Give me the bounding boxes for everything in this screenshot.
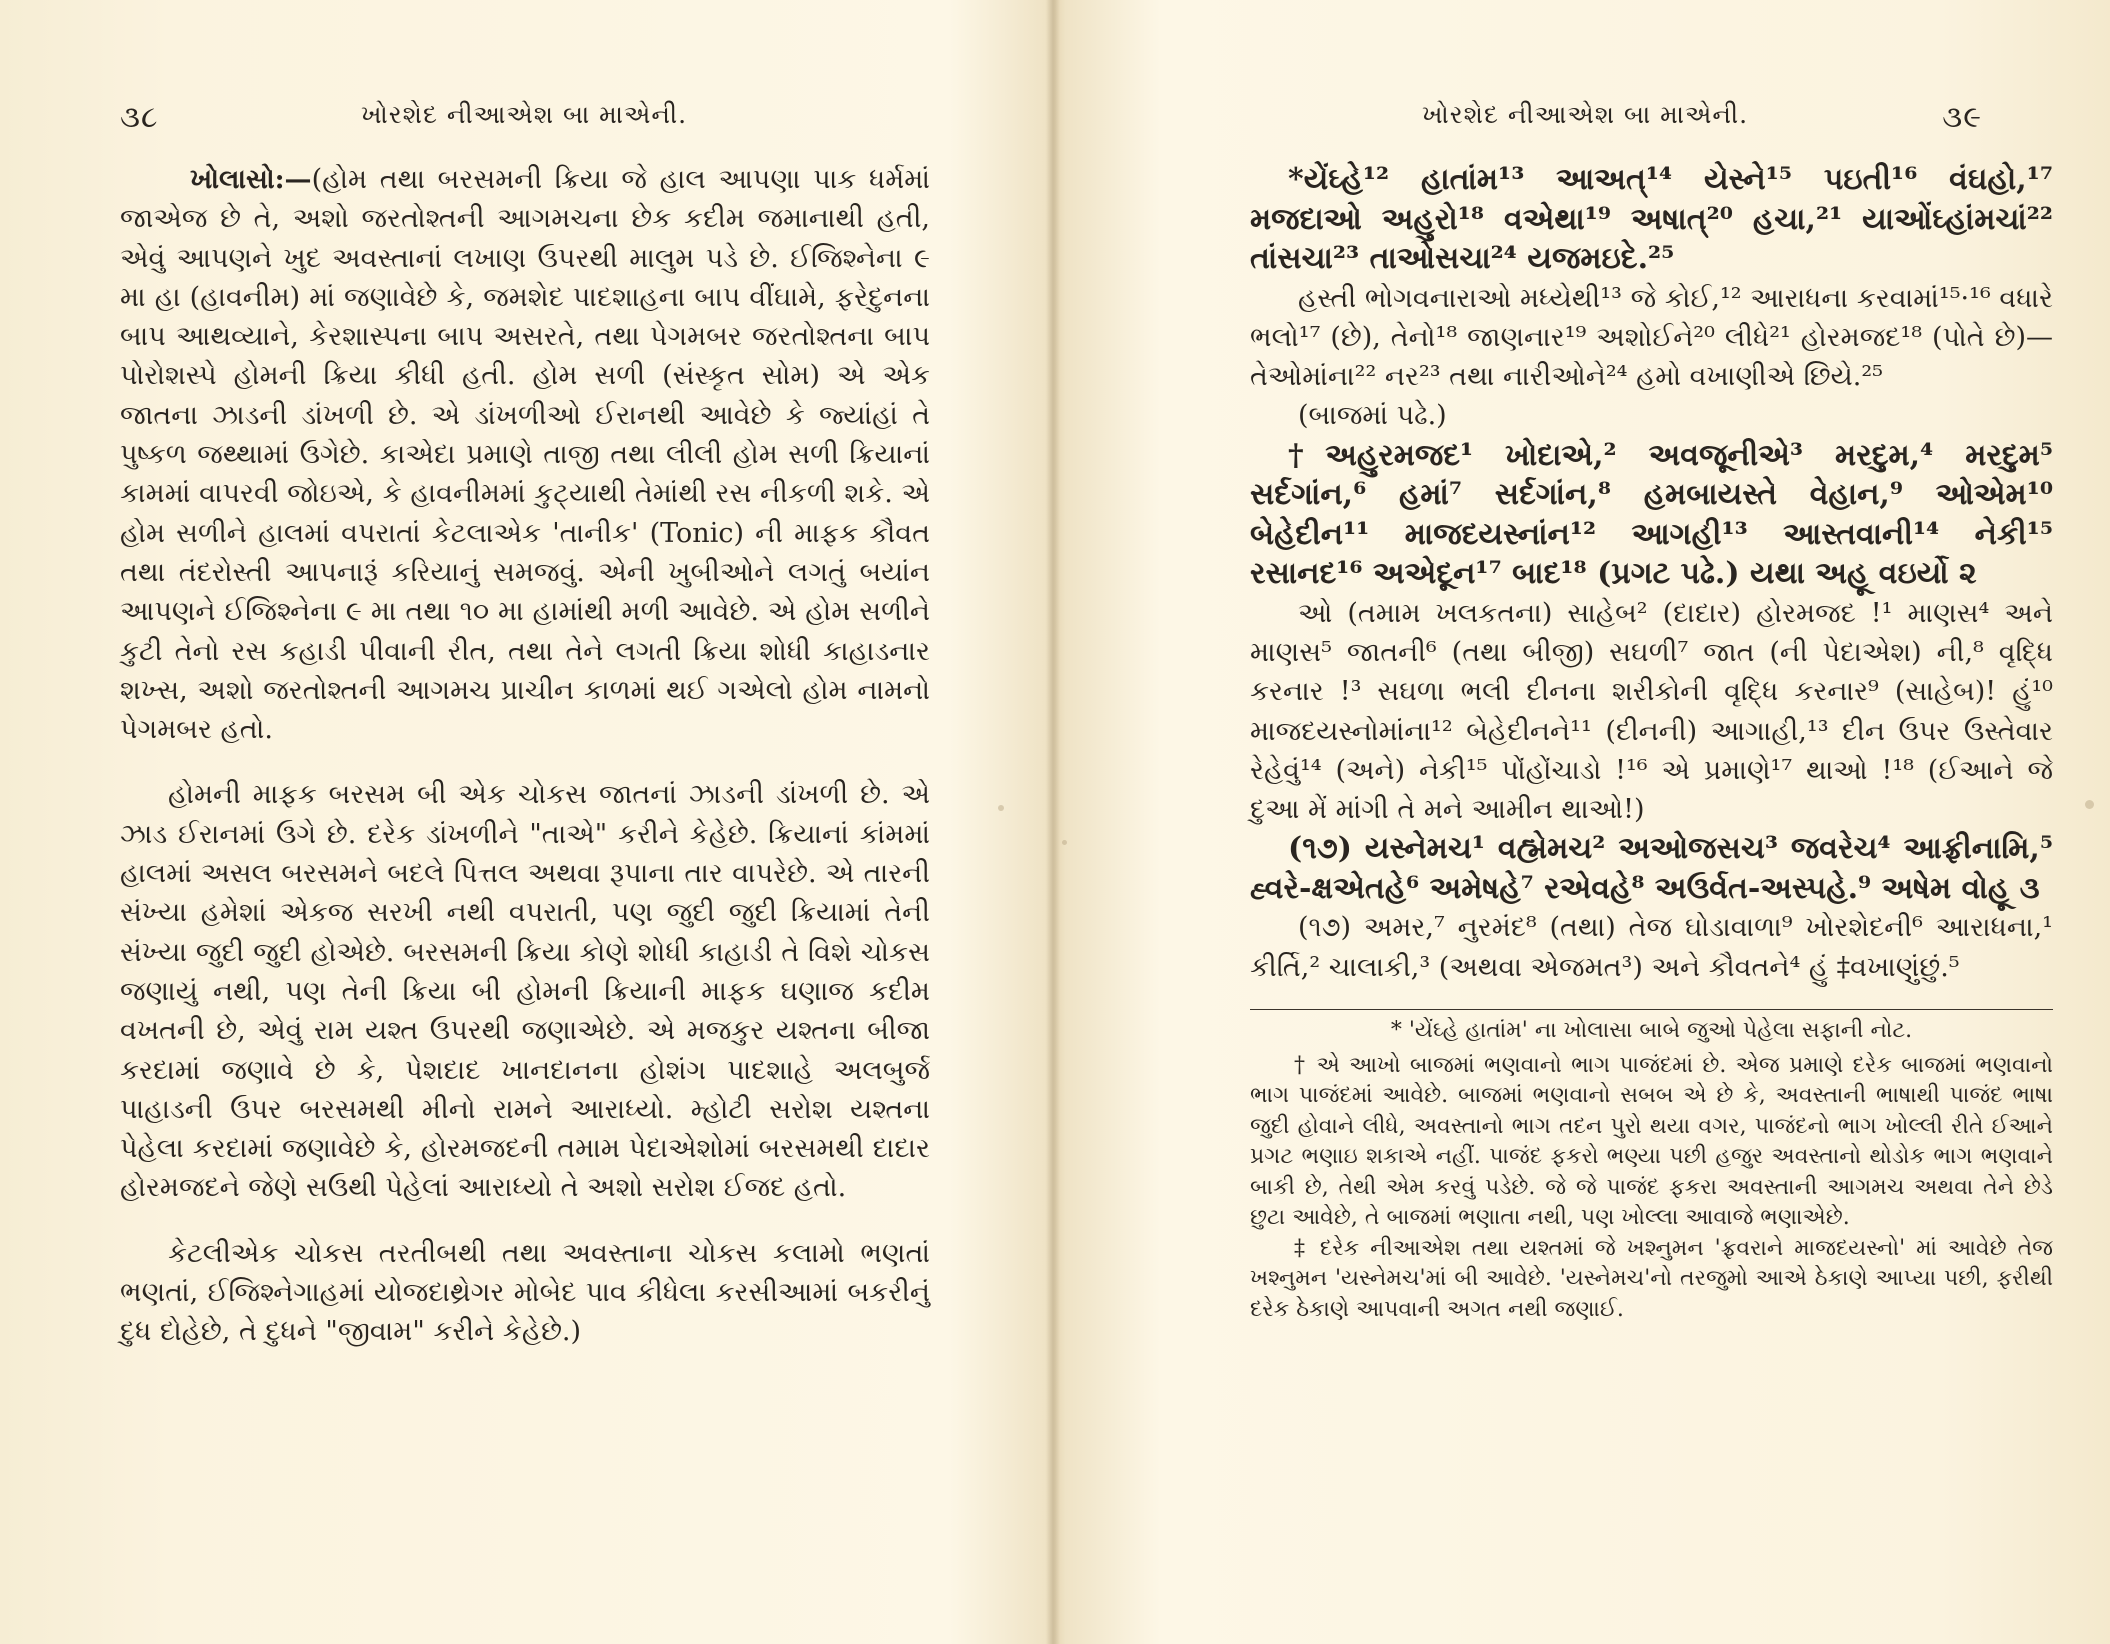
paragraph-text: હોમની માફક બરસમ બી એક ચોકસ જાતનાં ઝાડની ડાંખળી છે. એ ઝાડ ઈરાનમાં ઉગે છે. દરેક ડાંખળીને "તાએ" કરીને કેહેછે. ક્રિયાનાં કાંમમાં હાલમાં અસલ બરસમને બદલે પિત્તલ અથવા રૂપાના તાર વાપરેછે. એ તારની સંખ્યા હમેશાં એકજ સરખી નથી વપરાતી, પણ જુદી જુદી ક્રિયામાં તેની સંખ્યા જુદી જુદી હોએછે. બરસમની ક્રિયા કોણે શોધી કાહાડી તે વિશે ચોકસ જણાયું નથી, પણ તેની ક્રિયા બી હોમની ક્રિયાની માફક ઘણાજ કદીમ વખતની છે, એવું રામ યશ્ત ઉપરથી જણાએછે. એ મજકુર યશ્તના બીજા કરદામાં જણાવે છે કે, પેશદાદ ખાનદાનના હોશંગ પાદશાહે અલબુર્જ પાહાડની ઉપર બરસમથી મીનો રામને આરાધ્યો. મ્હોટી સરોશ યશ્તના પેહેલા કરદામાં જણાવેછે કે, હોરમજદની તમામ પેદાએશોમાં બરસમથી દાદાર હોરમજદને જેણે સઉથી પેહેલાં આરાધ્યો તે અશો સરોશ ઈજદ હતો.: [120, 779, 930, 1204]
pazend-verse-2: †અહુરમજદ¹ ખોદાએ,² અવજૂનીએ³ મરદુમ,⁴ મરદુમ⁵ સર્દગાંન,⁶ હમાં⁷ સર્દગાંન,⁸ હમબાયસ્તે વેહાન,⁹ ઓએમ¹⁰ બેહેદીન¹¹ માજદયસ્નાંન¹² આગહી¹³ આસ્તવાની¹⁴ નેકી¹⁵ રસાનદ¹⁶ અએદૂન¹⁷ બાદ¹⁸ (પ્રગટ પઢે.) યથા અહૂ વઇર્યો ૨: [1250, 437, 2053, 592]
paper-speck: [1062, 840, 1067, 845]
left-page: [0, 0, 1048, 1644]
avesta-verse-1: *યેંઘ્હે¹² હાતાંમ¹³ આઅત્¹⁴ યેસ્ને¹⁵ પઇતી¹⁶ વંઘહો,¹⁷ મજદાઓ અહુરો¹⁸ વએથા¹⁹ અષાત્²⁰ હચા,²¹ યાઓંઘ્હાંમચાં²² તાંસચા²³ તાઓસચા²⁴ યજમઇદે.²⁵: [1250, 162, 2053, 276]
right-page-number: ૩૯: [1942, 100, 1982, 135]
translation-1: હસ્તી ભોગવનારાઓ મધ્યેથી¹³ જે કોઈ,¹² આરાધના કરવામાં¹⁵·¹⁶ વધારે ભલો¹⁷ (છે), તેનો¹⁸ જાણનાર¹⁹ અશોઈને²⁰ લીધે²¹ હોરમજદ¹⁸ (પોતે છે)—તેઓમાંના²² નર²³ તથા નારીઓને²⁴ હમો વખાણીએ છિયે.²⁵: [1250, 282, 2053, 393]
left-body-text: [120, 160, 930, 1352]
footnotes: [1250, 1016, 2053, 1325]
paragraph-barsam: [120, 775, 930, 1207]
translation-2: ઓ (તમામ ખલકતના) સાહેબ² (દાદાર) હોરમજદ !¹ માણસ⁴ અને માણસ⁵ જાતની⁶ (તથા બીજી) સઘળી⁷ જાત (ની પેદાએશ) ની,⁸ વૃદ્ધિ કરનાર !³ સઘળા ભલી દીનના શરીકોની વૃદ્ધિ કરનાર⁹ (સાહેબ)! હું¹⁰ માજદયસ્નોમાંના¹² બેહેદીનને¹¹ (દીનની) આગાહી,¹³ દીન ઉપર ઉસ્તેવાર રેહેવું¹⁴ (અને) નેકી¹⁵ પોંહોંચાડો !¹⁶ એ પ્રમાણે¹⁷ થાઓ !¹⁸ (ઈઆને જે દુઆ મેં માંગી તે મને આમીન થાઓ!): [1250, 597, 2053, 826]
translation-3: (૧૭) અમર,⁷ નુરમંદ⁸ (તથા) તેજ ઘોડાવાળા⁹ ખોરશેદની⁶ આરાધના,¹ કીર્તિ,² ચાલાકી,³ (અથવા એજમત³) અને કૌવતને⁴ હું ‡વખાણુંછું.⁵: [1250, 912, 2053, 983]
paragraph-jivam: [120, 1234, 930, 1352]
recitation-hint: (બાજમાં પઢે.): [1298, 400, 1447, 432]
book-gutter: [1046, 0, 1060, 1644]
paragraph-holm-barsam: [120, 160, 930, 749]
left-running-title: ખોરશેદ નીઆએશ બા માએની.: [360, 100, 688, 129]
paper-speck: [998, 805, 1004, 811]
footnote-rule: [1250, 1009, 2053, 1010]
right-body-text: [1250, 160, 2053, 1325]
footnote-double-dagger: ‡ દરેક નીઆએશ તથા યશ્તમાં જે ખશ્નુમન 'ફ્રવરાને માજદયસ્નો' માં આવેછે તેજ ખશ્નુમન 'યસ્નેમચ'માં બી આવેછે. 'યસ્નેમચ'નો તરજુમો આએ ઠેકાણે આપ્યા પછી, ફરીથી દરેક ઠેકાણે આપવાની અગત નથી જણાઈ.: [1250, 1235, 2053, 1322]
footnote-dagger: † એ આખો બાજમાં ભણવાનો ભાગ પાજંદમાં છે. એજ પ્રમાણે દરેક બાજમાં ભણવાનો ભાગ પાજંદમાં આવેછે. બાજમાં ભણવાનો સબબ એ છે કે, અવસ્તાની ભાષાથી પાજંદ ભાષા જુદી હોવાને લીધે, અવસ્તાનો ભાગ તદન પુરો થયા વગર, પાજંદનો ભાગ ખોલ્લી રીતે ઈઆને પ્રગટ ભણાઇ શકાએ નહીં. પાજંદ ફકરો ભણ્યા પછી હજુર અવસ્તાનો થોડોક ભાગ ભણવાને બાકી છે, તેથી એમ કરવું પડેછે. જે જે પાજંદ ફકરા અવસ્તાની આગમચ અથવા તેને છેડે છુટા આવેછે, તે બાજમાં ભણાતા નથી, પણ ખોલ્લા આવાજે ભણાએછે.: [1250, 1052, 2053, 1231]
paper-speck: [2085, 800, 2094, 809]
footnote-star: * 'યેંઘ્હે હાતાંમ' ના ખોલાસા બાબે જુઓ પેહેલા સફાની નોટ.: [1390, 1018, 1913, 1044]
avesta-verse-3: (૧૭) યસ્નેમચ¹ વહ્મેમચ² અઓજસચ³ જવરેચ⁴ આફ્રીનામિ,⁵ હ્વરે-ક્ષએતહે⁶ અમેષહે⁷ રએવહે⁸ અઉર્વત-અસ્પહે.⁹ અષેમ વોહૂ ૩: [1250, 831, 2053, 906]
right-page: [1060, 0, 2110, 1644]
paragraph-text: કેટલીએક ચોકસ તરતીબથી તથા અવસ્તાના ચોકસ કલામો ભણતાં ભણતાં, ઈજિશ્નેગાહમાં યોજદાથ્રેગર મોબેદ પાવ કીધેલા કરસીઆમાં બકરીનું દુધ દોહેછે, તે દુધને "જીવામ" કરીને કેહેછે.): [120, 1237, 930, 1348]
right-running-title: ખોરશેદ નીઆએશ બા માએની.: [1421, 100, 1749, 129]
paragraph-lead: ખોલાસો:—: [190, 164, 312, 195]
paragraph-text: (હોમ તથા બરસમની ક્રિયા જે હાલ આપણા પાક ધર્મમાં જાએજ છે તે, અશો જરતોશ્તની આગમચના છેક કદીમ જમાનાથી હતી, એવું આપણને ખુદ અવસ્તાનાં લખાણ ઉપરથી માલુમ પડે છે. ઈજિશ્નેના ૯ મા હા (હાવનીમ) માં જણાવેછે કે, જમશેદ પાદશાહના બાપ વીંઘામે, ફરેદુનના બાપ આથવ્યાને, કેરશાસ્પના બાપ અસરતે, તથા પેગમબર જરતોશ્તના બાપ પોરોશસ્પે હોમની ક્રિયા કીધી હતી. હોમ સળી (સંસ્કૃત સોમ) એ એક જાતના ઝાડની ડાંખળી છે. એ ડાંખળીઓ ઈરાનથી આવેછે કે જ્યાંહાં તે પુષ્કળ જથ્થામાં ઉગેછે. કાએદા પ્રમાણે તાજી તથા લીલી હોમ સળી ક્રિયાનાં કામમાં વાપરવી જોઇએ, કે હાવનીમમાં કુટ્યાથી તેમાંથી રસ નીકળી શકે. એ હોમ સળીને હાલમાં વપરાતાં કેટલાએક 'તાનીક' (Tonic) ની માફક કૌવત તથા તંદરોસ્તી આપનારૂં કરિયાનું સમજવું. એની ખુબીઓને લગતું બયાંન આપણને ઈજિશ્નેના ૯ મા તથા ૧૦ મા હામાંથી મળી આવેછે. એ હોમ સળીને કુટી તેનો રસ કહાડી પીવાની રીત, તથા તેને લગતી ક્રિયા શોધી કાહાડનાર શખ્સ, અશો જરતોશ્તની આગમચ પ્રાચીન કાળમાં થઈ ગએલો હોમ નામનો પેગમબર હતો.: [120, 164, 930, 746]
left-page-number: ૩૮: [120, 100, 159, 135]
